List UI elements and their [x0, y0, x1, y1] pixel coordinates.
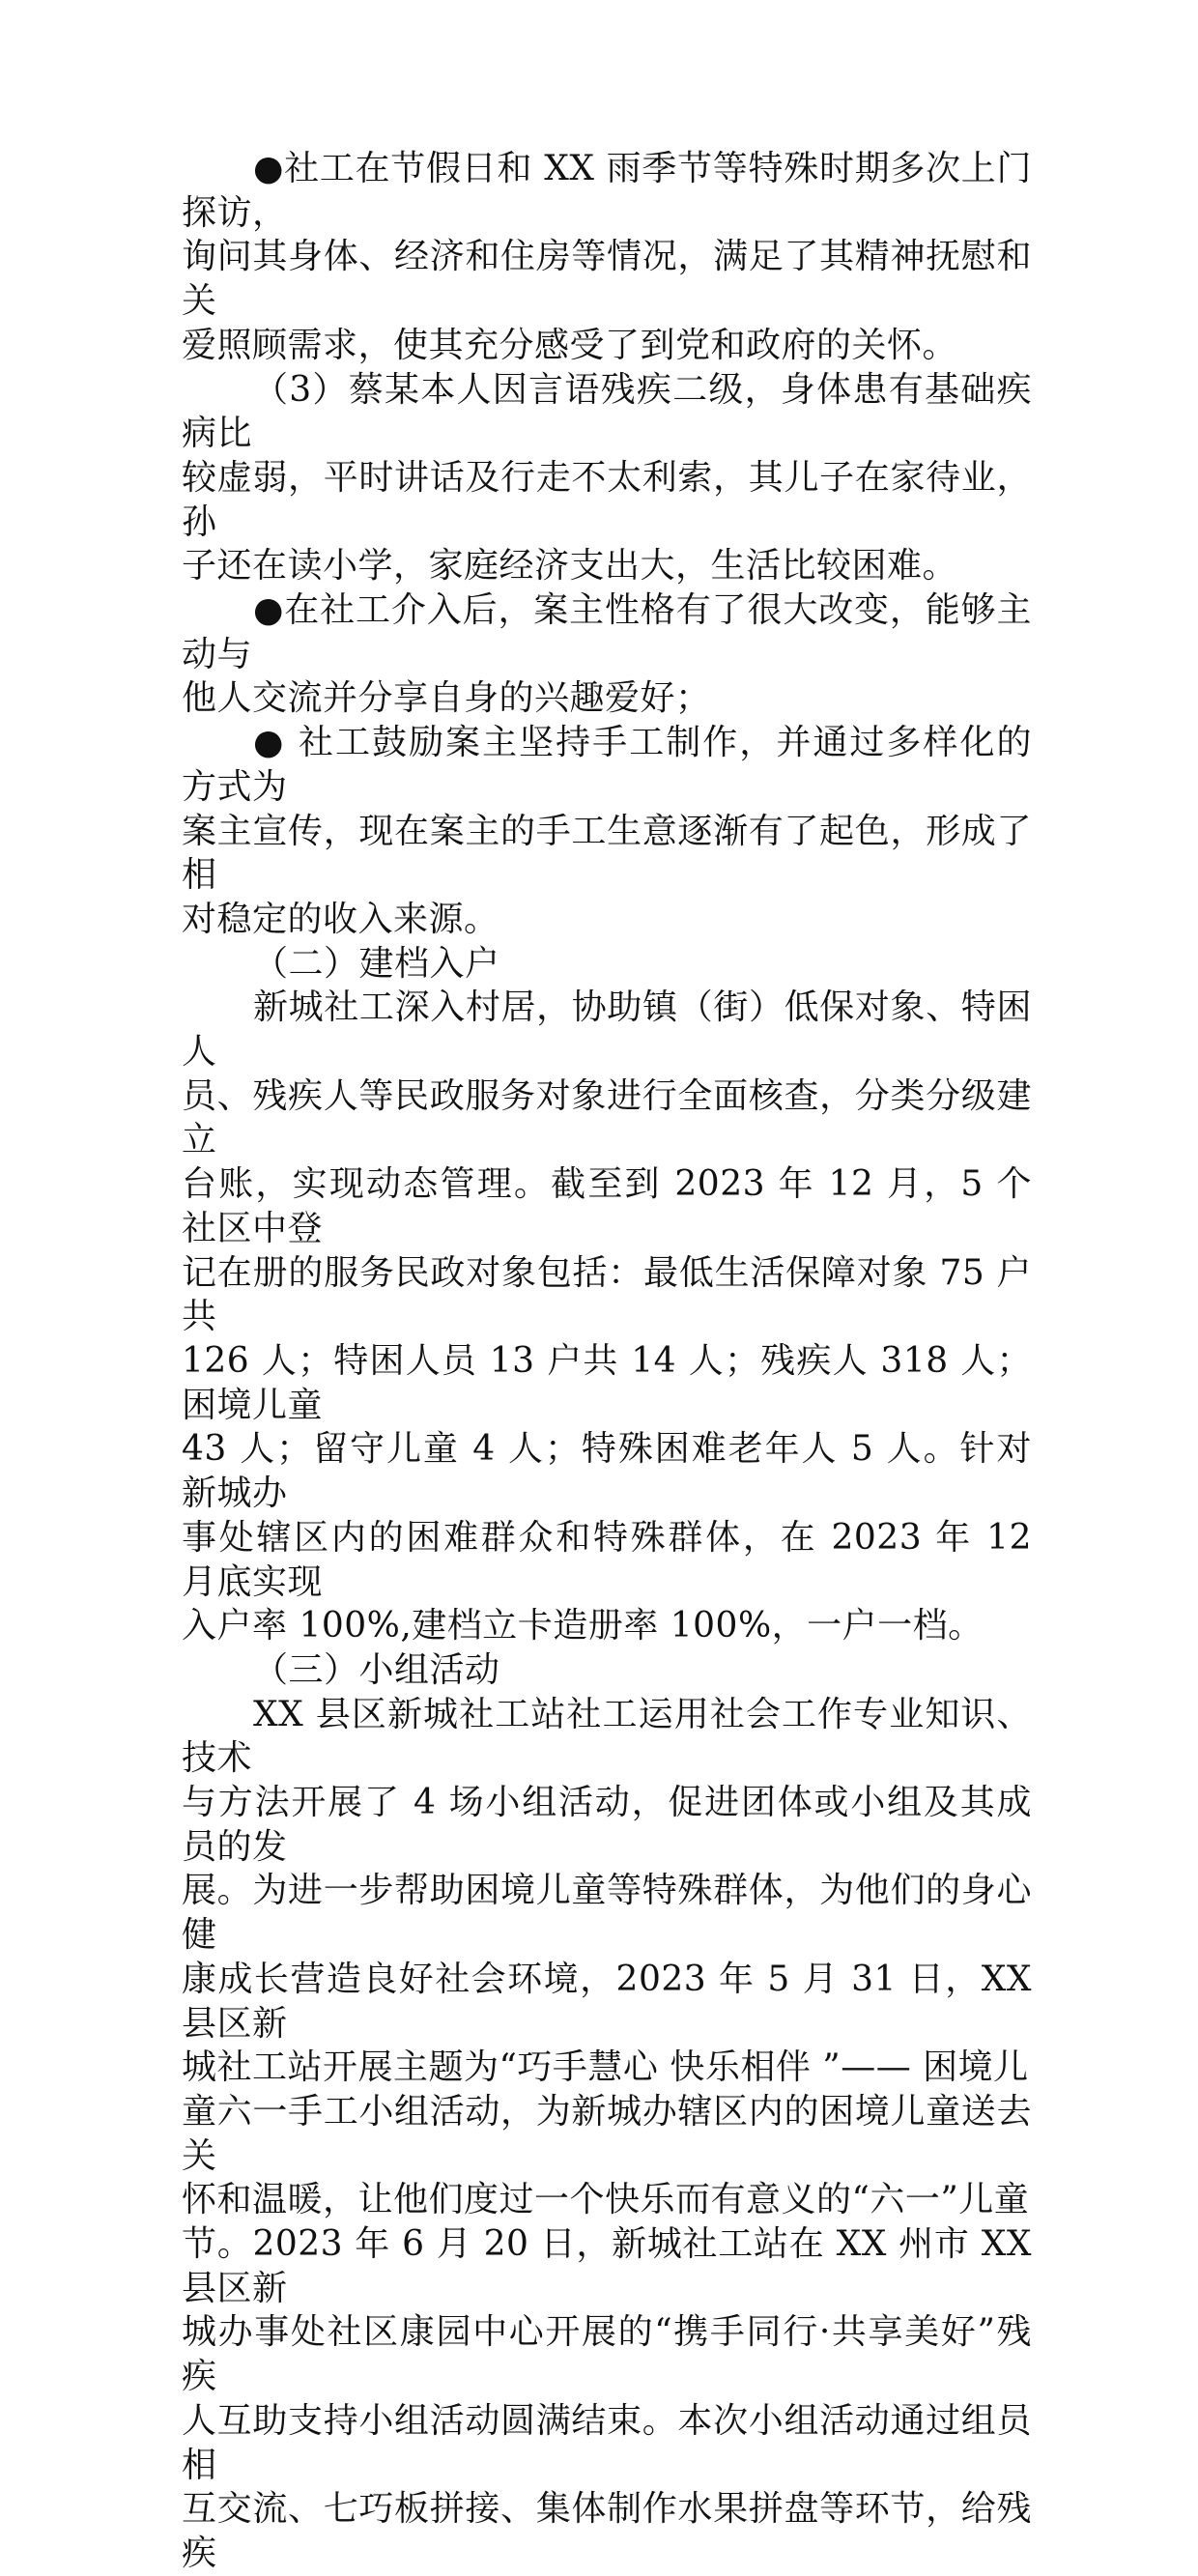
- paragraph: [182, 1693, 1032, 2576]
- text-line: 城社工站开展主题为“巧手慧心 快乐相伴 ”—— 困境儿: [182, 2047, 1029, 2088]
- text-line: 126 人；特困人员 13 户共 14 人；残疾人 318 人；困境儿童: [182, 1340, 1032, 1425]
- text-line: 事处辖区内的困难群众和特殊群体，在 2023 年 12 月底实现: [182, 1517, 1032, 1602]
- text-line: 员、残疾人等民政服务对象进行全面核查，分类分级建立: [182, 1075, 1032, 1160]
- paragraph: [182, 721, 1032, 942]
- text-line: ● 社工鼓励案主坚持手工制作，并通过多样化的方式为: [182, 723, 1032, 807]
- text-line: 入户率 100%,建档立卡造册率 100%，一户一档。: [182, 1606, 984, 1646]
- text-line: （三）小组活动: [253, 1649, 500, 1690]
- text-line: 台账，实现动态管理。截至到 2023 年 12 月，5 个社区中登: [182, 1164, 1032, 1248]
- text-line: （3）蔡某本人因言语残疾二级，身体患有基础疾病比: [182, 369, 1032, 454]
- text-line: 互交流、七巧板拼接、集体制作水果拼盘等环节，给残疾: [182, 2489, 1032, 2573]
- text-line: 节。2023 年 6 月 20 日，新城社工站在 XX 州市 XX 县区新: [182, 2224, 1032, 2308]
- text-line: 童六一手工小组活动，为新城办辖区内的困境儿童送去关: [182, 2091, 1032, 2176]
- text-line: 子还在读小学，家庭经济支出大，生活比较困难。: [182, 546, 958, 587]
- text-line: 城办事处社区康园中心开展的“携手同行·共享美好”残疾: [182, 2312, 1032, 2397]
- text-line: 人互助支持小组活动圆满结束。本次小组活动通过组员相: [182, 2400, 1032, 2485]
- text-line: 案主宣传，现在案主的手工生意逐渐有了起色，形成了相: [182, 811, 1032, 896]
- text-line: ●社工在节假日和 XX 雨季节等特殊时期多次上门探访，: [182, 149, 1032, 233]
- text-line: （二）建档入户: [253, 943, 500, 984]
- text-line: 记在册的服务民政对象包括：最低生活保障对象 75 户共: [182, 1252, 1032, 1337]
- paragraph: [182, 942, 1032, 987]
- text-line: 询问其身体、经济和住房等情况，满足了其精神抚慰和关: [182, 237, 1032, 322]
- text-line: 展。为进一步帮助困境儿童等特殊群体，为他们的身心健: [182, 1871, 1032, 1956]
- paragraph: [182, 368, 1032, 589]
- text-line: 他人交流并分享自身的兴趣爱好；: [182, 678, 711, 719]
- document-body: [182, 147, 1032, 2576]
- paragraph: [182, 147, 1032, 368]
- text-line: 怀和温暖，让他们度过一个快乐而有意义的“六一”儿童: [182, 2180, 1030, 2220]
- text-line: 康成长营造良好社会环境，2023 年 5 月 31 日，XX 县区新: [182, 1959, 1032, 2044]
- text-line: ●在社工介入后，案主性格有了很大改变，能够主动与: [182, 590, 1032, 674]
- text-line: 新城社工深入村居，协助镇（街）低保对象、特困人: [182, 987, 1032, 1073]
- text-line: 与方法开展了 4 场小组活动，促进团体或小组及其成员的发: [182, 1783, 1032, 1867]
- paragraph: [182, 1648, 1032, 1693]
- text-line: 较虚弱，平时讲话及行走不太利索，其儿子在家待业，孙: [182, 457, 1032, 542]
- text-line: 对稳定的收入来源。: [182, 899, 499, 939]
- paragraph: [182, 588, 1032, 721]
- paragraph: [182, 986, 1032, 1648]
- text-line: 43 人；留守儿童 4 人；特殊困难老年人 5 人。针对新城办: [182, 1429, 1032, 1514]
- text-line: 爱照顾需求，使其充分感受了到党和政府的关怀。: [182, 325, 958, 365]
- text-line: XX 县区新城社工站社工运用社会工作专业知识、技术: [182, 1694, 1032, 1779]
